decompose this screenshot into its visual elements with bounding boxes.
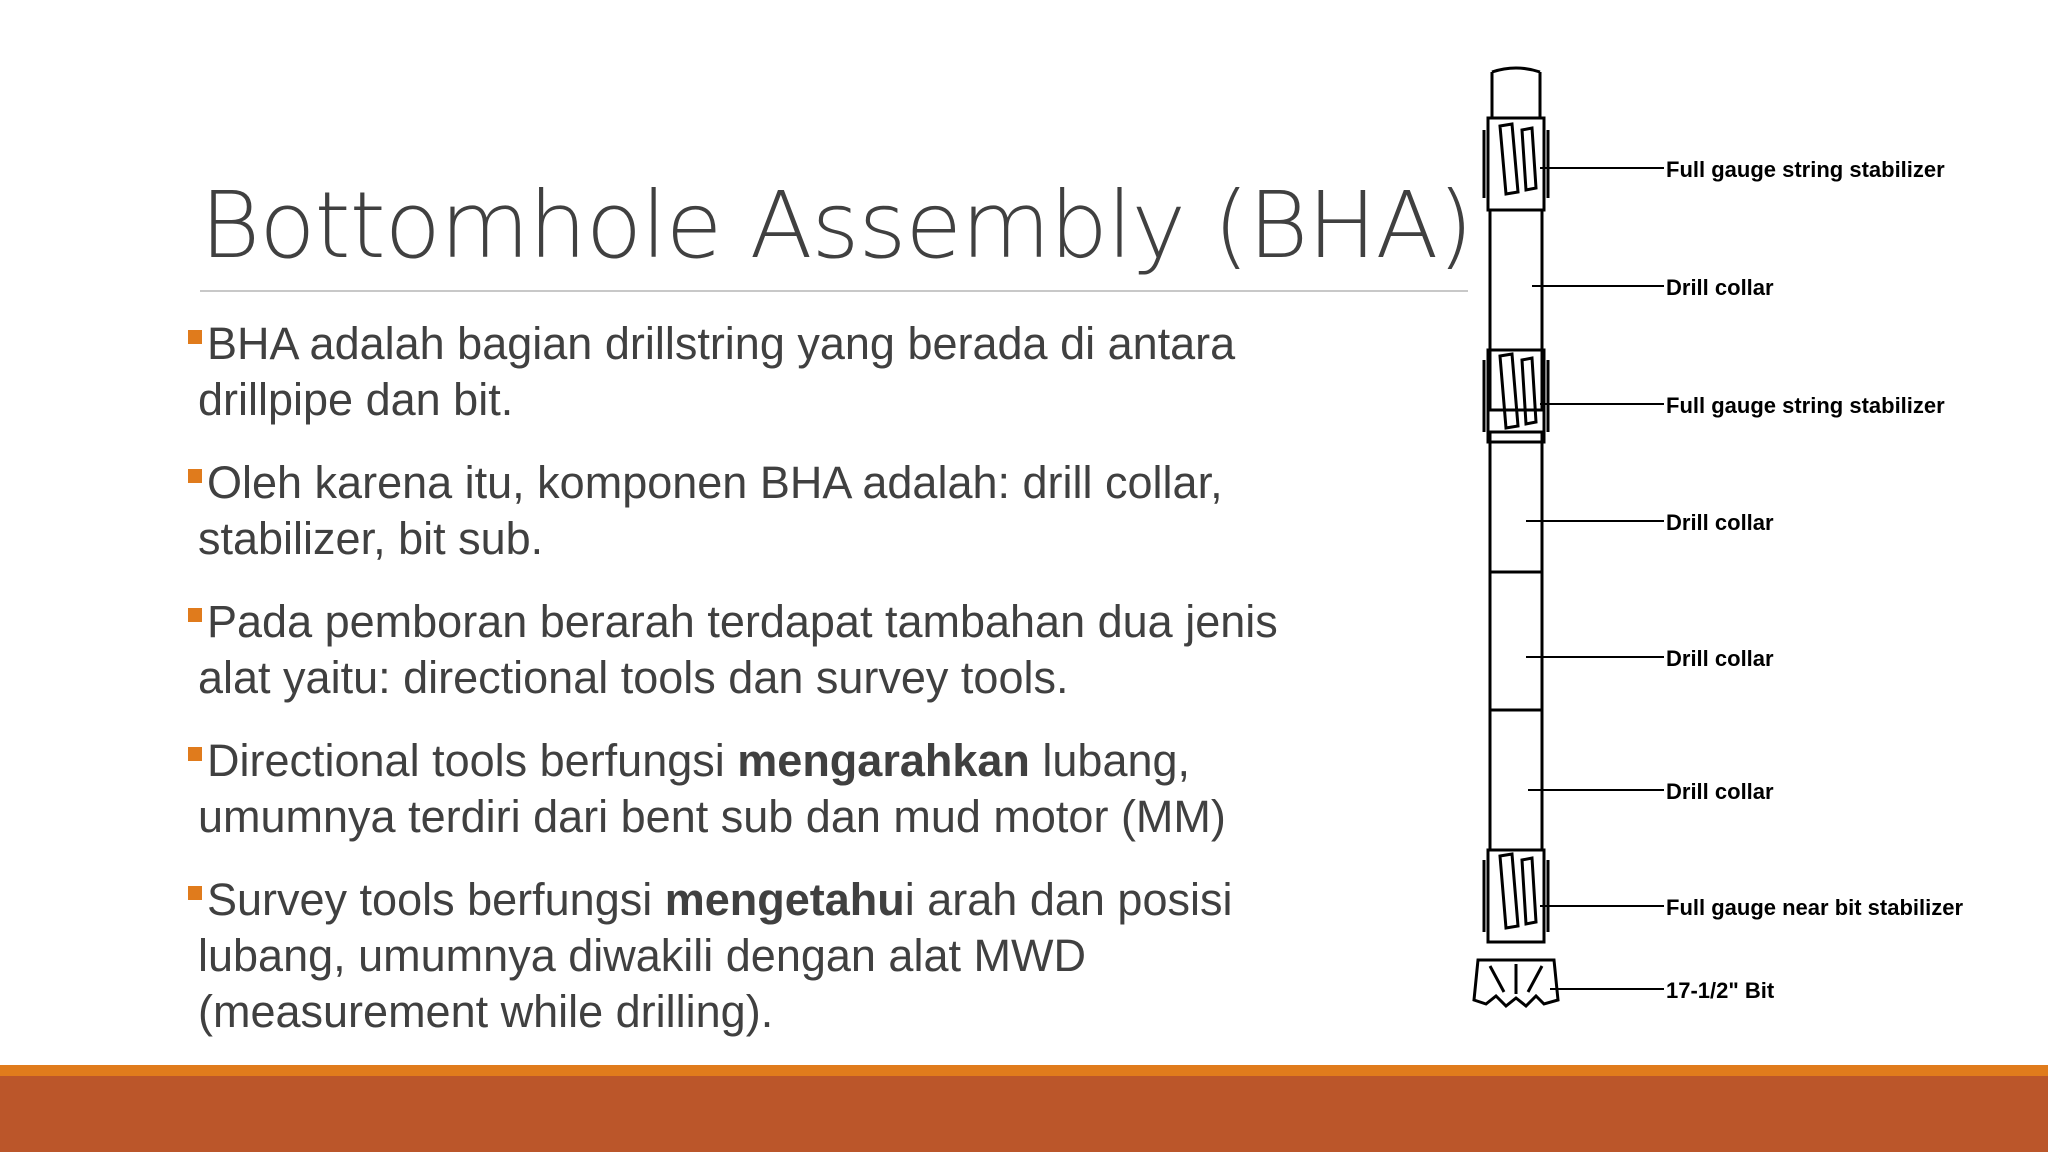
bullet-text: Directional tools berfungsi bbox=[207, 735, 738, 786]
diagram-label: Drill collar bbox=[1666, 646, 1774, 671]
drill-collar-4-shape bbox=[1490, 710, 1542, 850]
bullet-item bbox=[198, 872, 1398, 1040]
bullet-line bbox=[198, 733, 1398, 789]
bullet-square-icon bbox=[188, 330, 202, 344]
bullet-square-icon bbox=[188, 469, 202, 483]
bullet-text: lubang, bbox=[1029, 735, 1191, 786]
near-bit-stabilizer-shape bbox=[1484, 850, 1548, 942]
diagram-label: Full gauge near bit stabilizer bbox=[1666, 895, 1964, 920]
bullet-text: i arah dan posisi bbox=[904, 874, 1233, 925]
bullet-line bbox=[198, 872, 1398, 928]
footer-accent-stripe bbox=[0, 1065, 2048, 1076]
bullet-line: Pada pemboran berarah terdapat tambahan dua jenis bbox=[207, 596, 1278, 647]
bullet-line: (measurement while drilling). bbox=[198, 986, 774, 1037]
string-stabilizer-1-shape bbox=[1484, 118, 1548, 210]
drill-collar-2-shape bbox=[1490, 432, 1542, 572]
bullet-square-icon bbox=[188, 886, 202, 900]
diagram-label: Full gauge string stabilizer bbox=[1666, 393, 1945, 418]
diagram-label: 17-1/2" Bit bbox=[1666, 978, 1775, 1003]
drill-bit-shape bbox=[1474, 960, 1558, 1006]
bullet-line: drillpipe dan bit. bbox=[198, 374, 514, 425]
footer-band bbox=[0, 1076, 2048, 1152]
bullet-list bbox=[198, 316, 1398, 1067]
bullet-item bbox=[198, 455, 1398, 567]
drillpipe-top-shape bbox=[1492, 68, 1540, 118]
diagram-label: Drill collar bbox=[1666, 510, 1774, 535]
bullet-line: Oleh karena itu, komponen BHA adalah: drill collar, bbox=[207, 457, 1223, 508]
bullet-item bbox=[198, 733, 1398, 845]
bullet-item bbox=[198, 594, 1398, 706]
drill-collar-3-shape bbox=[1490, 572, 1542, 710]
bullet-square-icon bbox=[188, 608, 202, 622]
diagram-label: Full gauge string stabilizer bbox=[1666, 157, 1945, 182]
bullet-line: stabilizer, bit sub. bbox=[198, 513, 544, 564]
bullet-bold-text: mengetahu bbox=[664, 874, 905, 925]
bha-diagram bbox=[1440, 60, 2040, 1020]
bullet-square-icon bbox=[188, 747, 202, 761]
bullet-line: umumnya terdiri dari bent sub dan mud motor (MM) bbox=[198, 791, 1226, 842]
bullet-item bbox=[198, 316, 1398, 428]
diagram-label: Drill collar bbox=[1666, 275, 1774, 300]
bullet-line: lubang, umumnya diwakili dengan alat MWD bbox=[198, 930, 1086, 981]
title-divider bbox=[200, 290, 1468, 292]
slide-title: Bottomhole Assembly (BHA) bbox=[200, 172, 1473, 279]
bullet-line: alat yaitu: directional tools dan survey tools. bbox=[198, 652, 1069, 703]
bullet-bold-text: mengarahkan bbox=[737, 735, 1030, 786]
diagram-label: Drill collar bbox=[1666, 779, 1774, 804]
bullet-line: BHA adalah bagian drillstring yang berada di antara bbox=[207, 318, 1236, 369]
bullet-text: Survey tools berfungsi bbox=[207, 874, 665, 925]
string-stabilizer-2-shape bbox=[1484, 350, 1548, 442]
